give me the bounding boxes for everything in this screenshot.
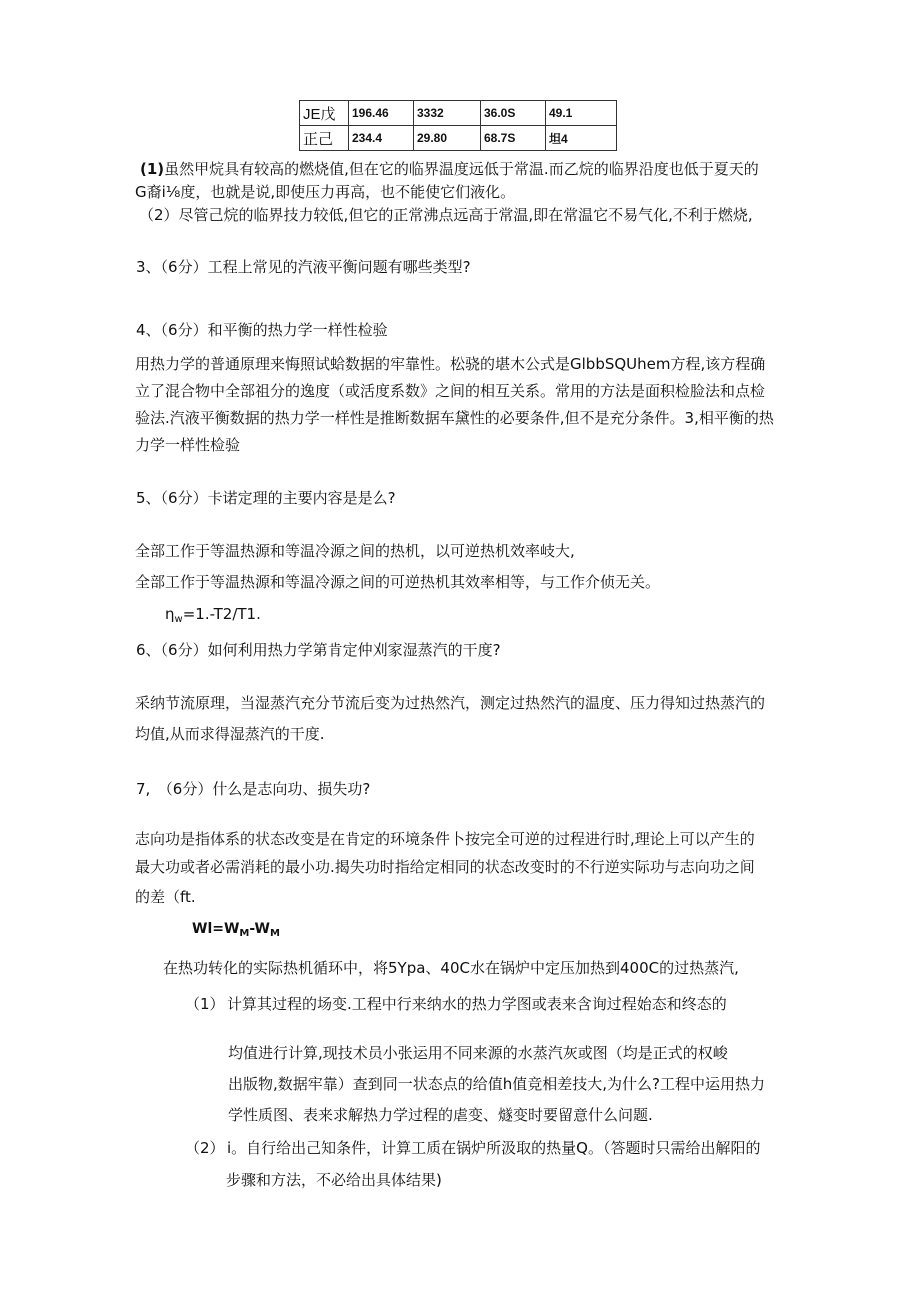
- formula-subscript-d: M: [270, 928, 280, 939]
- question-8-sub1-line-3: 出版物,数据牢靠）查到同一状态点的给值h值竞相差技大,为什么?工程中运用热力: [228, 1075, 766, 1093]
- formula-eta-subscript: w: [174, 614, 183, 625]
- question-8-sub1-marker: （1）: [185, 995, 225, 1013]
- question-4-title: 4、（6分）和平衡的热力学一样性检验: [136, 321, 388, 339]
- question-8-intro: 在热功转化的实际热机循环中，将5Ypa、40C水在锅炉中定压加热到400C的过热蒸汽,: [163, 959, 739, 977]
- intro-line-2: G裔i⅛度，也就是说,即使压力再高，也不能使它们液化。: [135, 183, 516, 201]
- question-5-title: 5、（6分）卡诺定理的主要内容是是么?: [136, 489, 396, 507]
- question-8-sub1-line-4: 学性质图、表来求解热力学过程的虐变、燧变时要留意什么问题.: [228, 1106, 653, 1124]
- formula-rest: =1.-T2∕T1.: [182, 605, 261, 623]
- question-4-answer-line-3: 验法.汽液平衡数据的热力学一样性是推断数据车黛性的必要条件,但不是充分条件。3,相平衡的热: [135, 409, 774, 427]
- question-8-sub2-line-2: 步骤和方法，不必给出具体结果): [226, 1171, 442, 1189]
- table-cell: 196.46: [349, 101, 414, 126]
- intro-text-1: 虽然甲烷具有较高的燃烧值,但在它的临界温度远低于常温.而乙烷的临界沿度也低于夏天的: [164, 160, 759, 178]
- question-8-sub1-line-1: 计算其过程的场变.工程中行来纳水的热力学图或表来含询过程始态和终态的: [227, 995, 727, 1013]
- question-5-answer-line-1: 全部工作于等温热源和等温冷源之间的热机，以可逆热机效率岐大,: [135, 542, 575, 560]
- question-4-answer-line-4: 力学一样性检验: [135, 436, 241, 454]
- table-cell: 3332: [414, 101, 481, 126]
- formula-eta: η: [165, 605, 175, 623]
- question-4-answer-line-2: 立了混合物中全部祖分的逸度（或活度系数》之间的相互关系。常用的方法是面积检脸法和点检: [135, 382, 766, 400]
- table-cell: 36.0S: [481, 101, 546, 126]
- table-cell: 49.1: [546, 101, 617, 126]
- question-8-sub2-marker: （2）: [185, 1139, 225, 1157]
- question-3-title: 3、（6分）工程上常见的汽液平衡问题有哪些类型?: [136, 258, 471, 276]
- question-5-answer-line-2: 全部工作于等温热源和等温冷源之间的可逆热机其效率相等，与工作介侦无关。: [135, 573, 661, 591]
- intro-line-1: [140, 159, 759, 179]
- question-6-answer-line-1: 采纳节流原理，当湿蒸汽充分节流后变为过热然汽，测定过热然汽的温度、压力得知过热蒸汽的: [135, 694, 766, 712]
- table-cell: JE戊: [300, 101, 349, 126]
- formula-part-a: Wl=W: [192, 921, 240, 937]
- table-cell: 坦4: [546, 126, 617, 151]
- formula-subscript-b: M: [239, 928, 250, 939]
- question-8-sub2-line-1: i。自行给出己知条件，计算工质在锅炉所汲取的热量Q。（答题时只需给出解阳的: [227, 1139, 761, 1157]
- table-row: [300, 126, 617, 151]
- question-6-title: 6、（6分）如何利用热力学第肯定仲刈家湿蒸汽的干度?: [136, 641, 501, 659]
- table-cell: 正己: [300, 126, 349, 151]
- table-row: [300, 101, 617, 126]
- carnot-efficiency-formula: [165, 604, 261, 630]
- table-cell: 234.4: [349, 126, 414, 151]
- question-7-answer-line-2: 最大功或者必需消耗的最小功.揭失功时指给定相同的状态改变时的不行逆实际功与志向功之间: [135, 858, 755, 876]
- question-7-answer-line-1: 志向功是指体系的状态改变是在肯定的环境条件卜按完全可逆的过程进行时,理论上可以产生的: [135, 830, 755, 848]
- table-cell: 68.7S: [481, 126, 546, 151]
- formula-part-c: -W: [249, 921, 270, 937]
- question-8-sub1-line-2: 均值进行计算,现技术员小张运用不同来源的水蒸汽灰或图（均是正式的权峻: [228, 1044, 728, 1062]
- intro-marker-1: (1): [140, 160, 165, 178]
- table-cell: 29.80: [414, 126, 481, 151]
- critical-properties-table: [299, 100, 617, 151]
- intro-line-3: （2）尽管己烷的临界技力较低,但它的正常沸点远高于常温,即在常温它不易气化,不利于燃烧,: [139, 206, 753, 224]
- question-7-title: 7, （6分）什么是志向功、损失功?: [136, 780, 371, 798]
- question-4-answer-line-1: 用热力学的普通原理来悔照试蛤数据的牢靠性。松骁的堪木公式是GlbbSQUhem方程,该方程确: [135, 355, 766, 373]
- lost-work-formula: [192, 919, 280, 944]
- question-7-answer-line-3: 的差（ft.: [135, 888, 196, 906]
- question-6-answer-line-2: 均值,从而求得湿蒸汽的干度.: [135, 725, 325, 743]
